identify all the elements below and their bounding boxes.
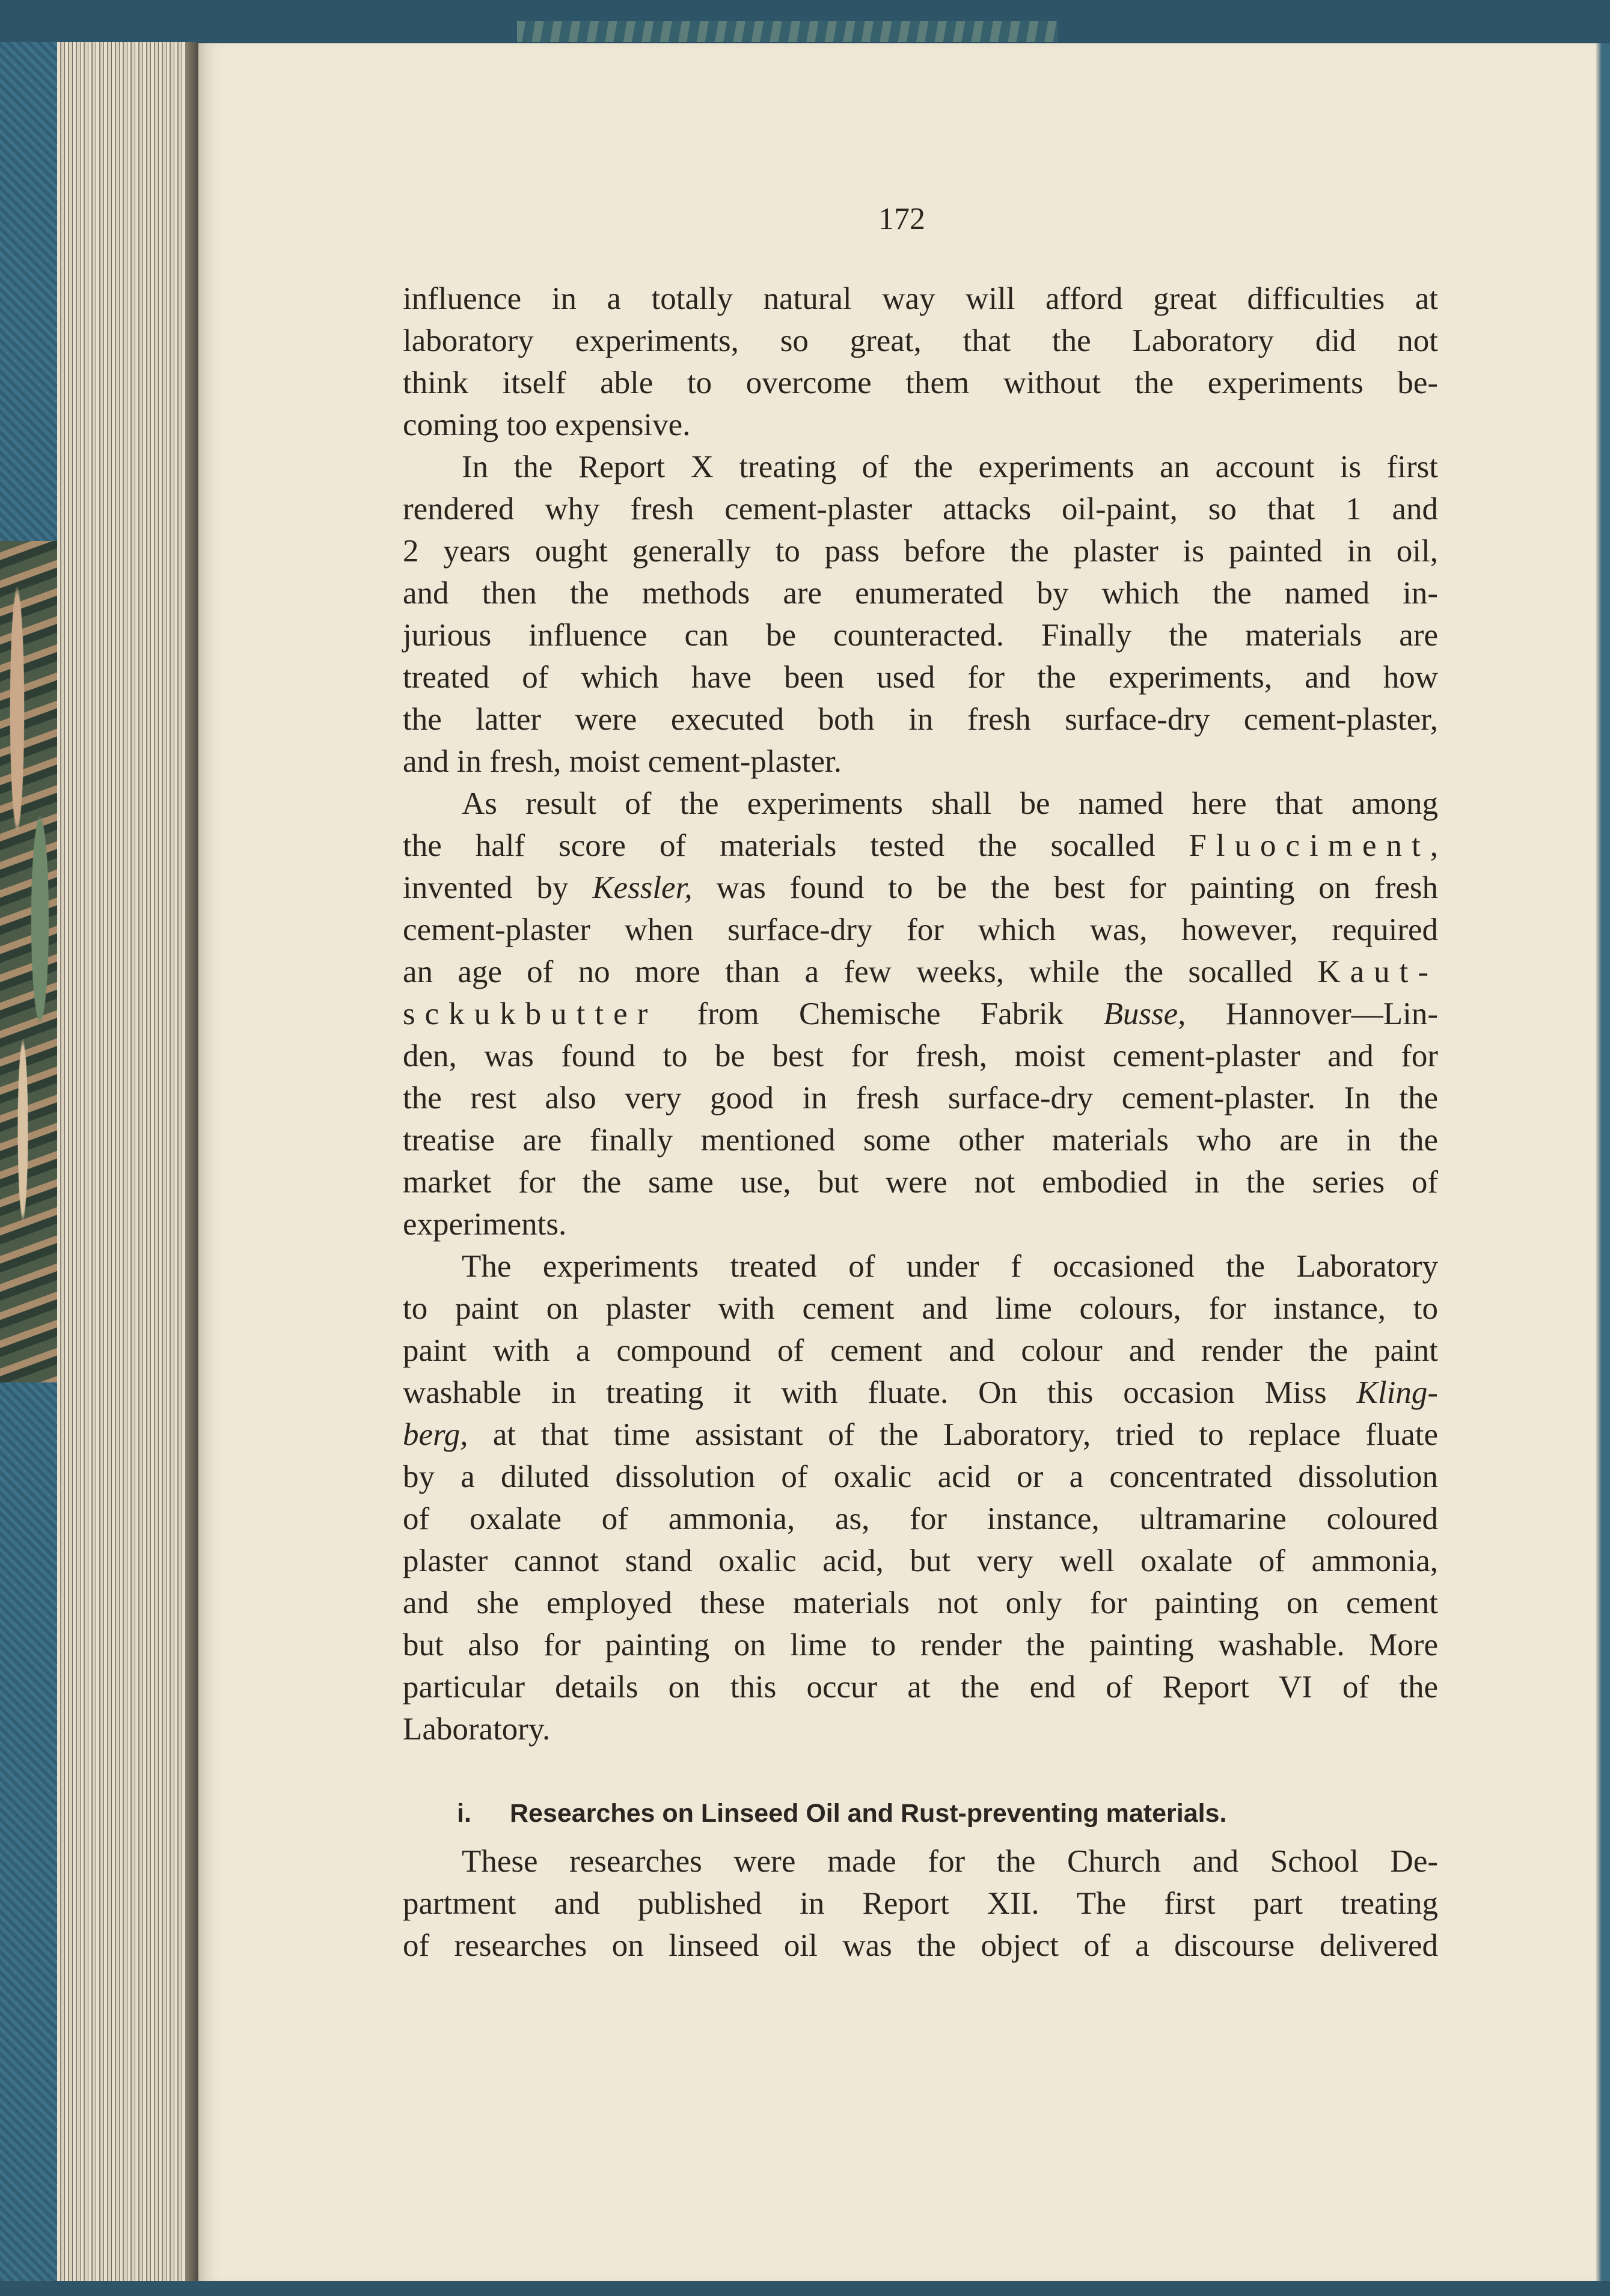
text-segment: paint with a compound of cement and colour and render the paint	[403, 1333, 1438, 1368]
text-line	[403, 783, 1438, 825]
text-segment: In the Report X treating of the experiments an account is first	[462, 450, 1438, 484]
section-paragraph	[403, 1840, 1438, 1967]
text-line	[403, 530, 1438, 572]
text-segment: experiments.	[403, 1207, 567, 1242]
text-segment: rendered why fresh cement-plaster attacks oil-paint, so that 1 and	[403, 492, 1438, 527]
text-line	[403, 1708, 1438, 1750]
paragraph	[403, 1245, 1438, 1750]
book-bottom-edge	[0, 2281, 1610, 2296]
spaced-text: Fluociment	[1189, 828, 1430, 863]
text-segment: at that time assistant of the Laboratory, tried to replace fluate	[468, 1417, 1438, 1452]
text-line	[403, 1540, 1438, 1582]
book-right-edge	[1596, 43, 1610, 2282]
text-segment: coming too expensive.	[403, 408, 691, 442]
text-segment: cement-plaster when surface-dry for which was, however, required	[403, 912, 1438, 947]
text-line	[403, 1035, 1438, 1077]
text-segment: den, was found to be best for fresh, moist cement-plaster and for	[403, 1039, 1438, 1073]
section-number: i.	[457, 1799, 471, 1828]
text-segment: and she employed these materials not only for painting on cement	[403, 1586, 1438, 1620]
text-line	[403, 278, 1438, 320]
text-segment: of researches on linseed oil was the object of a discourse delivered	[403, 1928, 1438, 1963]
text-segment: laboratory experiments, so great, that the Laboratory did not	[403, 323, 1438, 358]
text-line	[403, 614, 1438, 656]
italic-text: Kessler,	[592, 870, 693, 905]
text-line	[403, 362, 1438, 404]
text-line	[403, 1245, 1438, 1287]
paragraphs	[403, 278, 1438, 1750]
text-segment: washable in treating it with fluate. On this occasion Miss	[403, 1375, 1357, 1410]
text-segment: As result of the experiments shall be named here that among	[462, 786, 1438, 821]
text-segment: market for the same use, but were not embodied in the series of	[403, 1165, 1438, 1200]
text-line	[403, 446, 1438, 488]
paragraph	[403, 783, 1438, 1245]
text-segment: treated of which have been used for the experiments, and how	[403, 660, 1438, 695]
text-line	[403, 1925, 1438, 1967]
text-segment: and in fresh, moist cement-plaster.	[403, 744, 842, 779]
text-line	[403, 1287, 1438, 1330]
text-segment: plaster cannot stand oxalic acid, but very well oxalate of ammonia,	[403, 1543, 1438, 1578]
text-segment: but also for painting on lime to render the painting washable. More	[403, 1628, 1438, 1662]
text-segment: an age of no more than a few weeks, while the socalled	[403, 954, 1318, 989]
text-segment: influence in a totally natural way will afford great difficulties at	[403, 281, 1438, 316]
text-line	[403, 1456, 1438, 1498]
text-segment: from Chemische Fabrik	[657, 997, 1104, 1031]
text-line	[403, 1330, 1438, 1372]
text-line	[403, 320, 1438, 362]
paragraph	[403, 278, 1438, 446]
text-segment: the rest also very good in fresh surface-dry cement-plaster. In the	[403, 1081, 1438, 1116]
text-line	[403, 572, 1438, 614]
body-text	[403, 278, 1438, 1967]
text-segment: to paint on plaster with cement and lime colours, for instance, to	[403, 1291, 1438, 1326]
text-line	[403, 1882, 1438, 1925]
text-segment: invented by	[403, 870, 593, 905]
text-segment: jurious influence can be counteracted. Finally the materials are	[403, 618, 1438, 653]
text-line	[403, 993, 1438, 1035]
paragraph	[403, 446, 1438, 783]
text-line	[403, 1624, 1438, 1666]
text-segment: ,	[1430, 828, 1438, 863]
text-segment: was found to be the best for painting on fresh	[692, 870, 1438, 905]
text-segment: of oxalate of ammonia, as, for instance, ultramarine coloured	[403, 1501, 1438, 1536]
page-number: 172	[878, 202, 925, 236]
text-segment: 2 years ought generally to pass before the plaster is painted in oil,	[403, 534, 1438, 569]
italic-text: berg,	[403, 1417, 468, 1452]
text-line	[403, 488, 1438, 530]
text-segment: and then the methods are enumerated by which the named in-	[403, 576, 1438, 611]
text-line	[403, 656, 1438, 698]
book-top-edge	[0, 0, 1610, 42]
text-line	[403, 1372, 1438, 1414]
text-line	[403, 404, 1438, 446]
text-segment: These researches were made for the Church and School De-	[462, 1844, 1438, 1879]
text-line	[403, 698, 1438, 740]
text-line	[403, 909, 1438, 951]
text-segment: Laboratory.	[403, 1712, 551, 1747]
text-segment: think itself able to overcome them without the experiments be-	[403, 365, 1438, 400]
text-segment: The experiments treated of under f occasioned the Laboratory	[462, 1249, 1438, 1284]
italic-text: Kling-	[1356, 1375, 1438, 1410]
section-heading	[403, 1792, 1438, 1834]
text-line	[403, 1582, 1438, 1624]
text-line	[403, 1203, 1438, 1245]
spaced-text: Kaut-	[1317, 954, 1438, 989]
text-line	[403, 1161, 1438, 1203]
text-segment: particular details on this occur at the end of Report VI of the	[403, 1670, 1438, 1705]
text-line	[403, 1119, 1438, 1161]
text-line	[403, 1414, 1438, 1456]
section-title: Researches on Linseed Oil and Rust-preventing materials.	[510, 1799, 1227, 1828]
text-line	[403, 867, 1438, 909]
text-line	[403, 740, 1438, 783]
text-line	[403, 1077, 1438, 1119]
text-line	[403, 825, 1438, 867]
text-line	[403, 951, 1438, 993]
italic-text: Busse,	[1103, 997, 1186, 1031]
text-segment: by a diluted dissolution of oxalic acid or a concentrated dissolution	[403, 1459, 1438, 1494]
text-segment: partment and published in Report XII. The first part treating	[403, 1886, 1438, 1921]
text-segment: treatise are finally mentioned some other materials who are in the	[403, 1123, 1438, 1158]
text-segment: Hannover—Lin-	[1186, 997, 1438, 1031]
text-line	[403, 1498, 1438, 1540]
text-line	[403, 1840, 1438, 1882]
page-stack-edges	[57, 42, 198, 2284]
text-segment: the latter were executed both in fresh surface-dry cement-plaster,	[403, 702, 1438, 737]
text-segment: the half score of materials tested the socalled	[403, 828, 1189, 863]
marbled-endpaper	[0, 541, 57, 1382]
text-line	[403, 1666, 1438, 1708]
spaced-text: sckukbutter	[403, 997, 658, 1031]
